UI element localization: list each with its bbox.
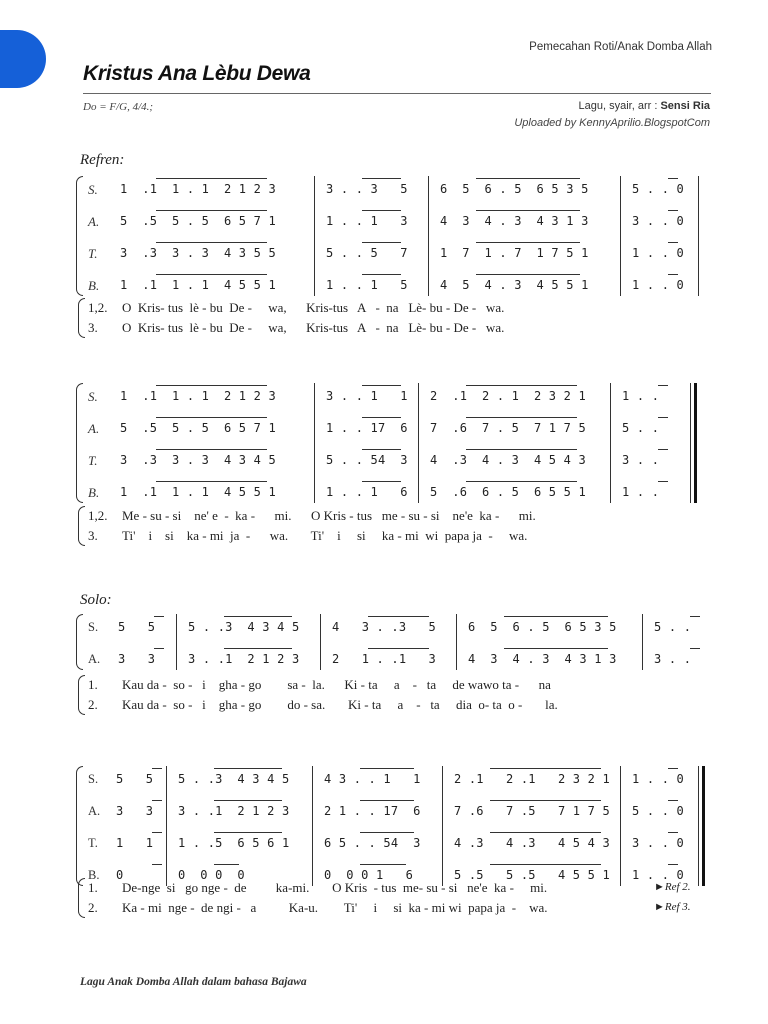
section-label: Solo: <box>80 592 112 608</box>
system-brace <box>76 766 83 886</box>
verse-number: 3. <box>88 320 98 335</box>
section-label: Refren: <box>80 152 125 168</box>
refrain-reference: ►Ref 3. <box>654 901 691 913</box>
lyric-line: O Kris- tus lè - bu De - wa, Kris-tus A - na Lè- bu - De - wa. <box>122 320 505 335</box>
note-beam <box>362 178 401 179</box>
barline <box>620 176 621 296</box>
measure-notes: 0 0 0 0 <box>178 868 245 882</box>
verse-brace <box>78 675 85 715</box>
note-beam <box>490 800 601 801</box>
voice-label: B. <box>88 868 100 882</box>
note-beam <box>690 648 700 649</box>
note-beam <box>152 832 162 833</box>
note-beam <box>668 800 678 801</box>
voice-label: A. <box>88 421 100 436</box>
note-beam <box>368 648 429 649</box>
system-brace <box>76 383 83 503</box>
note-beam <box>690 616 700 617</box>
measure-notes: 2 .1 2 . 1 2 3 2 1 <box>430 389 586 403</box>
note-beam <box>668 832 678 833</box>
measure-notes: 6 5 6 . 5 6 5 3 5 <box>468 620 617 634</box>
measure-notes: 6 5 . . 54 3 <box>324 836 421 850</box>
barline <box>456 614 457 670</box>
note-beam <box>504 648 608 649</box>
note-beam <box>466 417 577 418</box>
barline <box>442 766 443 886</box>
measure-notes: 3 . . 0 <box>632 214 684 228</box>
note-beam <box>362 210 401 211</box>
note-beam <box>156 417 267 418</box>
credit-prefix: Lagu, syair, arr : <box>578 100 658 112</box>
note-beam <box>476 274 580 275</box>
note-beam <box>214 832 282 833</box>
lyric-line: Ka - mi nge - de ngi - a Ka-u. Ti' i si ka - mi wi papa ja - wa. <box>122 900 548 915</box>
voice-label: B. <box>88 278 100 293</box>
note-beam <box>668 178 678 179</box>
note-beam <box>360 832 414 833</box>
measure-notes: 1 . . 0 <box>632 868 684 882</box>
measure-notes: 3 3 <box>116 804 154 818</box>
note-beam <box>658 417 668 418</box>
voice-label: B. <box>88 485 100 500</box>
footer-caption: Lagu Anak Domba Allah dalam bahasa Bajawa <box>80 976 307 988</box>
note-beam <box>466 449 577 450</box>
note-beam <box>156 178 267 179</box>
measure-notes: 2 1 . .1 3 <box>332 652 436 666</box>
note-beam <box>668 210 678 211</box>
barline <box>314 176 315 296</box>
verse-number: 3. <box>88 528 98 543</box>
measure-notes: 2 .1 2 .1 2 3 2 1 <box>454 772 610 786</box>
measure-notes: 5 . .3 4 3 4 5 <box>178 772 290 786</box>
note-beam <box>224 648 292 649</box>
note-beam <box>362 385 401 386</box>
note-beam <box>490 864 601 865</box>
verse-number: 2. <box>88 697 98 712</box>
measure-notes: 1 . . <box>622 485 660 499</box>
note-beam <box>156 385 267 386</box>
measure-notes: 1 .1 1 . 1 4 5 5 1 <box>120 485 276 499</box>
measure-notes: 1 . . <box>622 389 660 403</box>
end-barline <box>698 176 699 296</box>
note-beam <box>214 768 282 769</box>
note-beam <box>362 274 401 275</box>
voice-label: T. <box>88 836 98 850</box>
composer-credit <box>579 100 710 112</box>
note-beam <box>360 768 414 769</box>
verse-brace <box>78 298 85 338</box>
measure-notes: 1 1 <box>116 836 154 850</box>
note-beam <box>360 864 406 865</box>
barline <box>312 766 313 886</box>
measure-notes: 3 3 <box>118 652 156 666</box>
voice-label: A. <box>88 804 101 818</box>
measure-notes: 1 .1 1 . 1 4 5 5 1 <box>120 278 276 292</box>
measure-notes: 1 . . 1 3 <box>326 214 408 228</box>
barline <box>428 176 429 296</box>
verse-brace <box>78 506 85 546</box>
verse-number: 2. <box>88 900 98 915</box>
voice-label: T. <box>88 453 98 468</box>
note-beam <box>362 449 401 450</box>
lyric-line: Ti' i si ka - mi ja - wa. Ti' i si ka - mi wi papa ja - wa. <box>122 528 528 543</box>
measure-notes: 3 . . <box>622 453 660 467</box>
barline <box>176 614 177 670</box>
note-beam <box>156 274 267 275</box>
measure-notes: 5 . . 0 <box>632 182 684 196</box>
measure-notes: 6 5 6 . 5 6 5 3 5 <box>440 182 589 196</box>
measure-notes: 5 . . <box>654 620 692 634</box>
note-beam <box>490 768 601 769</box>
page-title: Kristus Ana Lèbu Dewa <box>83 62 311 85</box>
measure-notes: 4 3 4 . 3 4 3 1 3 <box>468 652 617 666</box>
measure-notes: 4 3 . .3 5 <box>332 620 436 634</box>
note-beam <box>154 616 164 617</box>
measure-notes: 1 . .5 6 5 6 1 <box>178 836 290 850</box>
measure-notes: 1 7 1 . 7 1 7 5 1 <box>440 246 589 260</box>
note-beam <box>466 385 577 386</box>
measure-notes: 1 . . 0 <box>632 772 684 786</box>
verse-brace <box>78 878 85 918</box>
note-beam <box>658 385 668 386</box>
voice-label: S. <box>88 772 99 786</box>
note-beam <box>668 864 678 865</box>
measure-notes: 3 . .1 2 1 2 3 <box>188 652 300 666</box>
measure-notes: 1 . . 1 6 <box>326 485 408 499</box>
note-beam <box>466 481 577 482</box>
voice-label: A. <box>88 214 100 229</box>
barline <box>620 766 621 886</box>
note-beam <box>154 648 164 649</box>
measure-notes: 0 <box>116 868 124 882</box>
note-beam <box>476 242 580 243</box>
verse-number: 1,2. <box>88 508 108 523</box>
note-beam <box>362 481 401 482</box>
composer-name: Sensi Ria <box>660 100 710 112</box>
barline <box>320 614 321 670</box>
note-beam <box>476 178 580 179</box>
measure-notes: 1 .1 1 . 1 2 1 2 3 <box>120 389 276 403</box>
measure-notes: 3 . . <box>654 652 692 666</box>
voice-label: S. <box>88 620 99 634</box>
note-beam <box>156 449 267 450</box>
measure-notes: 5 .6 6 . 5 6 5 5 1 <box>430 485 586 499</box>
measure-notes: 3 . . 3 5 <box>326 182 408 196</box>
note-beam <box>152 864 162 865</box>
measure-notes: 5 . . 54 3 <box>326 453 408 467</box>
note-beam <box>490 832 601 833</box>
song-category: Pemecahan Roti/Anak Domba Allah <box>529 41 712 53</box>
note-beam <box>668 242 678 243</box>
note-beam <box>156 242 267 243</box>
measure-notes: 1 .1 1 . 1 2 1 2 3 <box>120 182 276 196</box>
note-beam <box>668 768 678 769</box>
lyric-line: Kau da - so - i gha - go sa - la. Ki - ta a - ta de wawo ta - na <box>122 677 551 692</box>
voice-label: A. <box>88 652 101 666</box>
refrain-reference: ►Ref 2. <box>654 881 691 893</box>
measure-notes: 4 5 4 . 3 4 5 5 1 <box>440 278 589 292</box>
note-beam <box>360 800 414 801</box>
measure-notes: 7 .6 7 . 5 7 1 7 5 <box>430 421 586 435</box>
barline <box>314 383 315 503</box>
lyric-line: Kau da - so - i gha - go do - sa. Ki - ta a - ta dia o- ta o - la. <box>122 697 558 712</box>
measure-notes: 5 . . <box>622 421 660 435</box>
verse-number: 1,2. <box>88 300 108 315</box>
measure-notes: 3 . . 0 <box>632 836 684 850</box>
final-barline <box>702 766 705 886</box>
corner-tab-decoration <box>0 30 46 88</box>
measure-notes: 1 . . 0 <box>632 246 684 260</box>
system-brace <box>76 176 83 296</box>
measure-notes: 5 .5 5 . 5 6 5 7 1 <box>120 214 276 228</box>
note-beam <box>504 616 608 617</box>
lyric-line: Me - su - si ne' e - ka - mi. O Kris - tus me - su - si ne'e ka - mi. <box>122 508 536 523</box>
barline <box>418 383 419 503</box>
measure-notes: 3 .3 3 . 3 4 3 5 5 <box>120 246 276 260</box>
note-beam <box>152 800 162 801</box>
measure-notes: 4 .3 4 . 3 4 5 4 3 <box>430 453 586 467</box>
note-beam <box>156 210 267 211</box>
measure-notes: 3 . .1 2 1 2 3 <box>178 804 290 818</box>
lyric-line: O Kris- tus lè - bu De - wa, Kris-tus A - na Lè- bu - De - wa. <box>122 300 505 315</box>
note-beam <box>658 481 668 482</box>
measure-notes: 4 3 . . 1 1 <box>324 772 421 786</box>
note-beam <box>362 242 401 243</box>
voice-label: T. <box>88 246 98 261</box>
measure-notes: 5 .5 5 .5 4 5 5 1 <box>454 868 610 882</box>
system-brace <box>76 614 83 670</box>
verse-number: 1. <box>88 880 98 895</box>
lyric-line: De-nge si go nge - de ka-mi. O Kris - tus me- su - si ne'e ka - mi. <box>122 880 548 895</box>
measure-notes: 5 . .3 4 3 4 5 <box>188 620 300 634</box>
measure-notes: 5 5 <box>116 772 154 786</box>
final-barline <box>694 383 697 503</box>
measure-notes: 0 0 0 1 6 <box>324 868 414 882</box>
barline <box>166 766 167 886</box>
note-beam <box>362 417 401 418</box>
end-barline <box>698 766 699 886</box>
barline <box>610 383 611 503</box>
upload-credit: Uploaded by KennyAprilio.BlogspotCom <box>514 117 710 129</box>
measure-notes: 3 . . 1 1 <box>326 389 408 403</box>
end-barline <box>690 383 691 503</box>
measure-notes: 4 .3 4 .3 4 5 4 3 <box>454 836 610 850</box>
measure-notes: 5 . . 0 <box>632 804 684 818</box>
note-beam <box>668 274 678 275</box>
barline <box>642 614 643 670</box>
measure-notes: 5 .5 5 . 5 6 5 7 1 <box>120 421 276 435</box>
note-beam <box>214 800 282 801</box>
note-beam <box>368 616 429 617</box>
measure-notes: 5 . . 5 7 <box>326 246 408 260</box>
measure-notes: 4 3 4 . 3 4 3 1 3 <box>440 214 589 228</box>
measure-notes: 2 1 . . 17 6 <box>324 804 421 818</box>
note-beam <box>476 210 580 211</box>
measure-notes: 1 . . 1 5 <box>326 278 408 292</box>
title-divider <box>83 93 711 94</box>
note-beam <box>152 768 162 769</box>
note-beam <box>214 864 239 865</box>
voice-label: S. <box>88 182 98 197</box>
measure-notes: 1 . . 17 6 <box>326 421 408 435</box>
verse-number: 1. <box>88 677 98 692</box>
note-beam <box>224 616 292 617</box>
measure-notes: 7 .6 7 .5 7 1 7 5 <box>454 804 610 818</box>
voice-label: S. <box>88 389 98 404</box>
measure-notes: 1 . . 0 <box>632 278 684 292</box>
measure-notes: 5 5 <box>118 620 156 634</box>
key-signature: Do = F/G, 4/4.; <box>83 101 154 113</box>
measure-notes: 3 .3 3 . 3 4 3 4 5 <box>120 453 276 467</box>
note-beam <box>658 449 668 450</box>
note-beam <box>156 481 267 482</box>
